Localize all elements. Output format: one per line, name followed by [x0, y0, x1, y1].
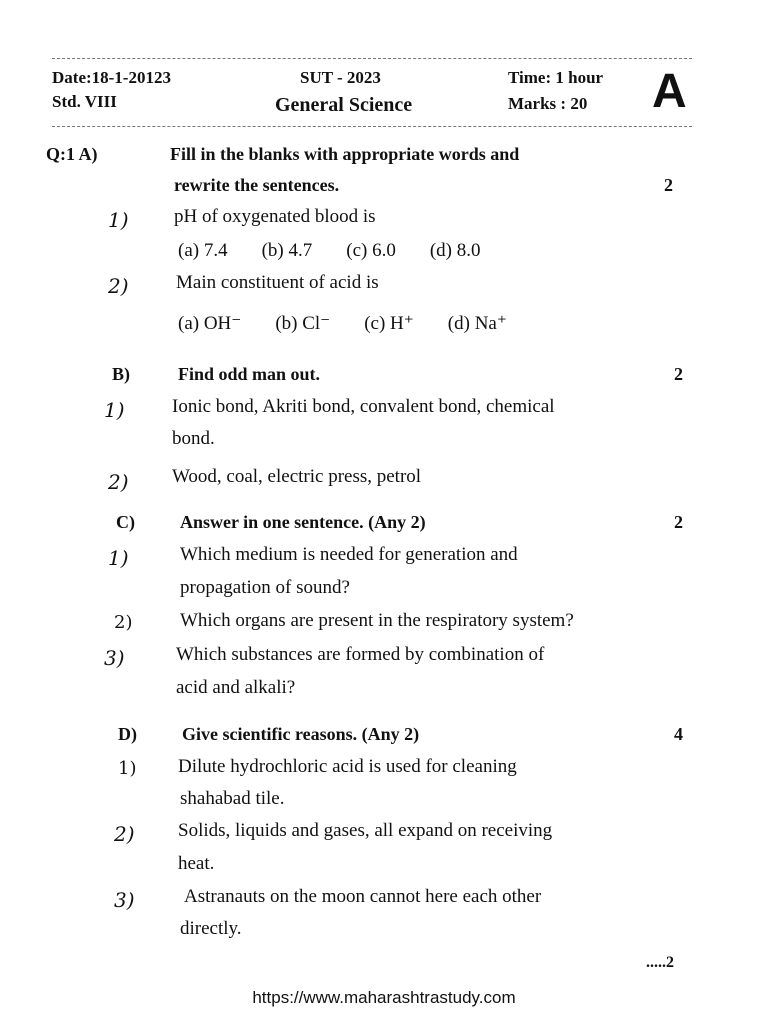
- paper-set-letter: A: [652, 65, 687, 118]
- footer-url[interactable]: https://www.maharashtrastudy.com: [252, 988, 516, 1007]
- standard: Std. VIII: [52, 92, 117, 111]
- header-bottom-rule: [52, 126, 692, 127]
- question-text-line1: Solids, liquids and gases, all expand on receiving: [178, 820, 553, 841]
- section-a-title-line1: Fill in the blanks with appropriate words and: [170, 144, 520, 164]
- question-text-line2: shahabad tile.: [180, 788, 285, 809]
- section-a-marks: 2: [664, 175, 673, 195]
- option-d: (d) Na⁺: [447, 313, 507, 334]
- section-b-title: Find odd man out.: [178, 364, 321, 384]
- question-number: 3): [104, 646, 125, 670]
- section-c-title: Answer in one sentence. (Any 2): [180, 512, 426, 532]
- question-text: Main constituent of acid is: [176, 272, 379, 293]
- section-b-marks: 2: [674, 364, 683, 384]
- section-b-label: B): [112, 364, 130, 384]
- question-text-line2: acid and alkali?: [176, 677, 296, 698]
- question-text-line2: bond.: [172, 428, 215, 449]
- question-text-line2: directly.: [180, 918, 242, 939]
- subject-title: General Science: [275, 94, 413, 116]
- options-row: [178, 312, 541, 335]
- question-text: pH of oxygenated blood is: [174, 206, 376, 227]
- question-text-line1: Dilute hydrochloric acid is used for cleaning: [178, 756, 517, 777]
- section-d-label: D): [118, 724, 137, 744]
- option-b: (b) Cl⁻: [275, 313, 331, 334]
- question-number: 1): [104, 398, 125, 422]
- exam-date: Date:18-1-20123: [52, 68, 171, 87]
- option-c: (c) H⁺: [364, 313, 414, 334]
- exam-name: SUT - 2023: [300, 68, 381, 87]
- question-number: 1): [118, 758, 137, 779]
- question-number: 3): [114, 888, 135, 912]
- question-text-line1: Which substances are formed by combination of: [176, 644, 545, 665]
- section-c-label: C): [116, 512, 135, 532]
- option-a: (a) OH⁻: [178, 313, 242, 334]
- section-d-title: Give scientific reasons. (Any 2): [182, 724, 420, 744]
- question-number: 2): [108, 470, 129, 494]
- question-number: 2): [108, 274, 129, 298]
- option-b: (b) 4.7: [261, 240, 313, 261]
- section-c-marks: 2: [674, 512, 683, 532]
- question-text: Which organs are present in the respiratory system?: [180, 610, 574, 631]
- page-continue: .....2: [646, 954, 674, 971]
- question-text-line1: Which medium is needed for generation and: [180, 544, 518, 565]
- option-d: (d) 8.0: [429, 240, 481, 261]
- question-number: 1): [108, 546, 129, 570]
- question-number: 2): [114, 612, 133, 633]
- question-text-line1: Astranauts on the moon cannot here each other: [184, 886, 542, 907]
- question-1-label: Q:1 A): [46, 144, 98, 164]
- question-number: 1): [108, 208, 129, 232]
- exam-time: Time: 1 hour: [508, 68, 604, 87]
- options-row: [178, 240, 515, 262]
- section-a-title-line2: rewrite the sentences.: [174, 175, 340, 195]
- question-number: 2): [114, 822, 135, 846]
- header-top-rule: [52, 58, 692, 59]
- option-c: (c) 6.0: [346, 240, 396, 261]
- option-a: (a) 7.4: [178, 240, 228, 261]
- question-text-line1: Ionic bond, Akriti bond, convalent bond, chemical: [172, 396, 555, 417]
- question-text-line2: propagation of sound?: [180, 577, 350, 598]
- question-text-line2: heat.: [178, 853, 215, 874]
- question-text: Wood, coal, electric press, petrol: [172, 466, 422, 487]
- exam-marks: Marks : 20: [508, 94, 588, 113]
- section-d-marks: 4: [674, 724, 683, 744]
